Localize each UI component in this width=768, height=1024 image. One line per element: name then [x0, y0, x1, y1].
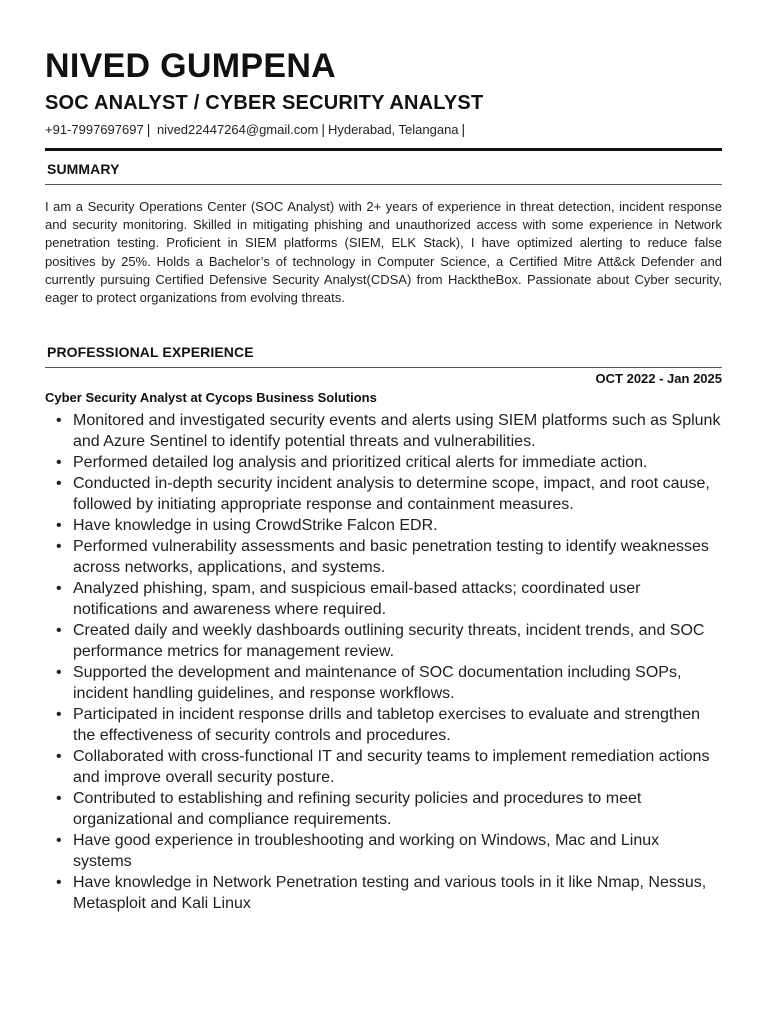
bullet-dot-icon: • [56, 790, 62, 807]
bullet-dot-icon: • [56, 412, 62, 429]
bullet-dot-icon: • [56, 748, 62, 765]
bullet-dot-icon: • [56, 622, 62, 639]
contact-separator: | [461, 121, 466, 137]
experience-bullet [45, 872, 722, 914]
contact-line [45, 121, 468, 138]
employment-date-range: OCT 2022 - Jan 2025 [595, 371, 722, 386]
header-divider [45, 148, 722, 151]
location: Hyderabad, Telangana [327, 122, 459, 137]
bullet-dot-icon: • [56, 874, 62, 891]
bullet-text: Analyzed phishing, spam, and suspicious email-based attacks; coordinated user notifications and awareness where required. [73, 580, 641, 618]
phone-number: +91-7997697697 [45, 122, 144, 137]
experience-bullet [45, 536, 722, 578]
bullet-text: Monitored and investigated security events and alerts using SIEM platforms such as Splunk and Azure Sentinel to identify potential threats and vulnerabilities. [73, 412, 721, 450]
bullet-text: Have good experience in troubleshooting and working on Windows, Mac and Linux systems [73, 832, 660, 870]
bullet-text: Supported the development and maintenance of SOC documentation including SOPs, incident handling guidelines, and response workflows. [73, 664, 682, 702]
resume-page [45, 0, 722, 1024]
experience-bullet [45, 410, 722, 452]
bullet-text: Participated in incident response drills and tabletop exercises to evaluate and strengthen the effectiveness of security controls and procedures. [73, 706, 701, 744]
bullet-text: Collaborated with cross-functional IT and security teams to implement remediation actions and improve overall security posture. [73, 748, 710, 786]
experience-divider [45, 367, 722, 368]
experience-bullet [45, 788, 722, 830]
summary-heading: SUMMARY [47, 161, 120, 177]
bullet-dot-icon: • [56, 517, 62, 534]
bullet-text: Created daily and weekly dashboards outlining security threats, incident trends, and SOC performance metrics for management review. [73, 622, 705, 660]
summary-divider [45, 184, 722, 185]
experience-bullet [45, 662, 722, 704]
experience-bullet [45, 620, 722, 662]
bullet-dot-icon: • [56, 454, 62, 471]
experience-bullet [45, 704, 722, 746]
experience-bullet [45, 830, 722, 872]
contact-separator: | [146, 121, 151, 137]
experience-bullet [45, 452, 722, 473]
bullet-dot-icon: • [56, 538, 62, 555]
summary-text: I am a Security Operations Center (SOC Analyst) with 2+ years of experience in threat detection, incident response and security monitoring. Skilled in mitigating phishing and unauthorized access with some experience in Network penetration testing. Proficient in SIEM platforms (SIEM, ELK Stack), I have optimized alerting to reduce false positives by 25%. Holds a Bachelor’s of technology in Computer Science, a Certified Mitre Att&ck Defender and currently pursuing Certified Defensive Security Analyst(CDSA) from HacktheBox. Passionate about Cyber security, eager to protect organizations from evolving threats. [45, 199, 722, 306]
bullet-text: Performed vulnerability assessments and basic penetration testing to identify weaknesses across networks, applications, and systems. [73, 538, 709, 576]
candidate-name: NIVED GUMPENA [45, 47, 337, 85]
bullet-text: Have knowledge in Network Penetration testing and various tools in it like Nmap, Nessus, Metasploit and Kali Linux [73, 874, 707, 912]
bullet-dot-icon: • [56, 475, 62, 492]
bullet-dot-icon: • [56, 832, 62, 849]
job-title: Cyber Security Analyst at Cycops Business Solutions [45, 390, 377, 405]
experience-heading: PROFESSIONAL EXPERIENCE [47, 344, 254, 360]
experience-bullet [45, 473, 722, 515]
email-address[interactable]: nived22447264@gmail.com [156, 122, 319, 137]
bullet-dot-icon: • [56, 706, 62, 723]
bullet-text: Conducted in-depth security incident analysis to determine scope, impact, and root cause, followed by initiating appropriate response and containment measures. [73, 475, 710, 513]
bullet-text: Contributed to establishing and refining security policies and procedures to meet organizational and compliance requirements. [73, 790, 642, 828]
bullet-dot-icon: • [56, 580, 62, 597]
experience-bullet [45, 746, 722, 788]
contact-separator: | [321, 121, 325, 137]
bullet-text: Performed detailed log analysis and prioritized critical alerts for immediate action. [73, 454, 648, 471]
job-role-title: SOC ANALYST / CYBER SECURITY ANALYST [45, 92, 484, 114]
experience-bullet [45, 515, 722, 536]
experience-bullet-list [45, 410, 722, 914]
bullet-text: Have knowledge in using CrowdStrike Falcon EDR. [73, 517, 438, 534]
bullet-dot-icon: • [56, 664, 62, 681]
experience-bullet [45, 578, 722, 620]
